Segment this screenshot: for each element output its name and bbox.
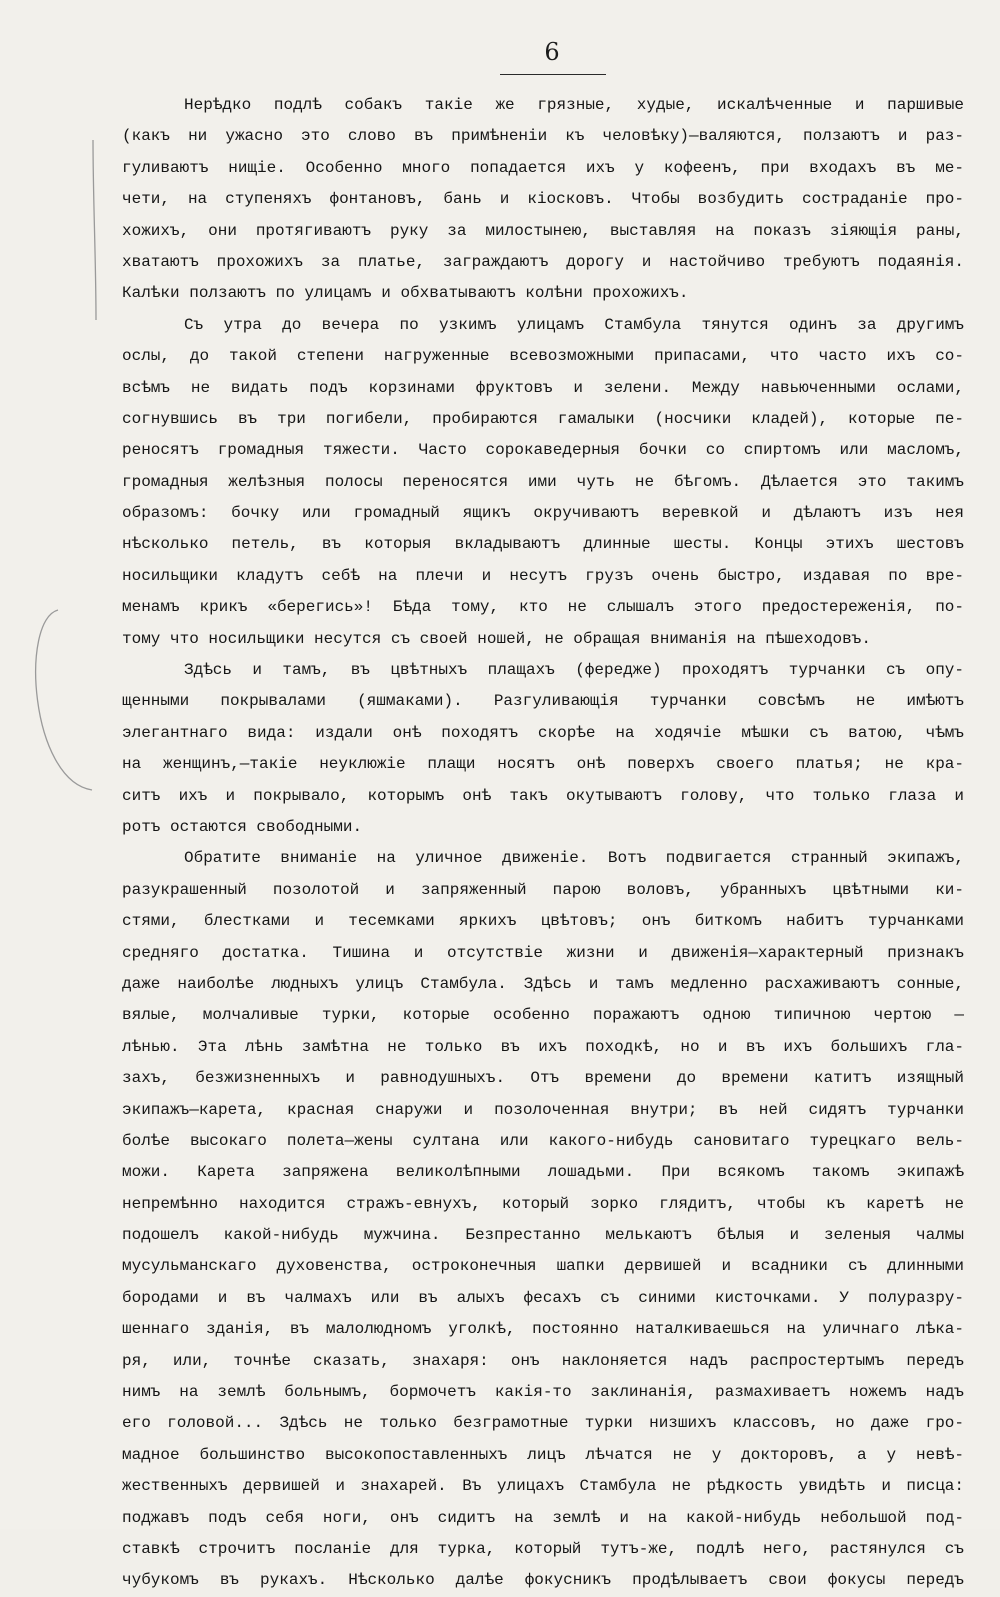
text-line: на женщинъ,—такіе неуклюжіе плащи носятъ онѣ поверхъ своего платья; не кра- xyxy=(122,755,964,774)
text-line: Нерѣдко подлѣ собакъ такіе же грязные, худые, искалѣченные и паршивые xyxy=(184,96,964,114)
text-line: ослы, до такой степени нагруженные всевозможными припасами, что часто ихъ со- xyxy=(122,347,964,366)
text-line: мадное большинство высокопоставленныхъ лицъ лѣчатся не у докторовъ, а у невѣ- xyxy=(122,1445,964,1464)
text-line: поджавъ подъ себя ноги, онъ сидитъ на землѣ и на какой-нибудь небольшой под- xyxy=(122,1508,964,1527)
text-line: лѣнью. Эта лѣнь замѣтна не только въ ихъ походкѣ, но и въ ихъ большихъ гла- xyxy=(122,1037,964,1056)
text-line: даже наиболѣе людныхъ улицъ Стамбула. Здѣсь и тамъ медленно расхаживаютъ сонные, xyxy=(122,974,964,993)
text-line: образомъ: бочку или громадный ящикъ окручиваютъ веревкой и дѣлаютъ изъ нея xyxy=(122,504,964,523)
text-line: экипажъ—карета, красная снаружи и позолоченная внутри; въ ней сидятъ турчанки xyxy=(122,1100,964,1119)
text-line: гуливаютъ нищіе. Особенно много попадается ихъ у кофеенъ, при входахъ въ ме- xyxy=(122,158,964,177)
text-line: непремѣнно находится стражъ-евнухъ, который зорко глядитъ, чтобы къ каретѣ не xyxy=(122,1194,964,1213)
text-line: всѣмъ не видать подъ корзинами фруктовъ и зелени. Между навьюченными ослами, xyxy=(122,378,964,397)
text-line: его головой... Здѣсь не только безграмотные турки низшихъ классовъ, но даже гро- xyxy=(122,1414,964,1433)
text-line: захъ, безжизненныхъ и равнодушныхъ. Отъ времени до времени катитъ изящный xyxy=(122,1069,964,1088)
text-line: нимъ на землѣ больнымъ, бормочетъ какія-то заклинанія, размахиваетъ ножемъ надъ xyxy=(122,1383,964,1402)
text-line: Съ утра до вечера по узкимъ улицамъ Стамбула тянутся одинъ за другимъ xyxy=(184,315,964,334)
text-line: реносятъ громадныя тяжести. Часто сорокаведерныя бочки со спиртомъ или масломъ, xyxy=(122,441,964,460)
text-line: можи. Карета запряжена великолѣпными лошадьми. При всякомъ такомъ экипажѣ xyxy=(122,1163,964,1182)
text-line: хватаютъ прохожихъ за платье, заграждаютъ дорогу и настойчиво требуютъ подаянія. xyxy=(122,252,964,271)
text-line: бородами и въ чалмахъ или въ алыхъ фесахъ съ синими кисточками. У полуразру- xyxy=(122,1288,964,1307)
text-line: ситъ ихъ и покрывало, которымъ онѣ такъ окутываютъ голову, что только глаза и xyxy=(122,786,964,805)
text-line: Калѣки ползаютъ по улицамъ и обхватываютъ колѣни прохожихъ. xyxy=(122,284,689,303)
text-line: шеннаго зданія, въ малолюдномъ уголкѣ, постоянно наталкиваешься на уличнаго лѣка- xyxy=(122,1320,964,1339)
header-rule xyxy=(500,74,606,75)
page-number: 6 xyxy=(544,38,560,66)
body-text xyxy=(122,90,964,1597)
text-line: носильщики кладутъ себѣ на плечи и несутъ грузъ очень быстро, издавая по вре- xyxy=(122,566,964,585)
text-line: чети, на ступеняхъ фонтановъ, бань и кіосковъ. Чтобы возбудить состраданіе про- xyxy=(122,190,964,209)
text-line: согнувшись въ три погибели, пробираются гамалыки (носчики кладей), которые пе- xyxy=(122,409,964,428)
text-line: стями, блестками и тесемками яркихъ цвѣтовъ; онъ биткомъ набитъ турчанками xyxy=(122,912,964,931)
text-line: жественныхъ дервишей и знахарей. Въ улицахъ Стамбула не рѣдкость увидѣть и писца: xyxy=(122,1477,964,1496)
text-line: Здѣсь и тамъ, въ цвѣтныхъ плащахъ (фередже) проходятъ турчанки съ опу- xyxy=(184,661,964,680)
margin-pencil-mark xyxy=(0,140,120,840)
text-line: (какъ ни ужасно это слово въ примѣненіи къ человѣку)—валяются, ползаютъ и раз- xyxy=(122,127,964,146)
text-line: менамъ крикъ «берегись»! Бѣда тому, кто не слышалъ этого предостереженія, по- xyxy=(122,598,964,617)
text-line: болѣе высокаго полета—жены султана или какого-нибудь сановитаго турецкаго вель- xyxy=(122,1131,964,1150)
text-line: подошелъ какой-нибудь мужчина. Безпрестанно мелькаютъ бѣлыя и зеленыя чалмы xyxy=(122,1226,964,1245)
text-line: Обратите вниманіе на уличное движеніе. Вотъ подвигается странный экипажъ, xyxy=(184,849,964,868)
text-line: ставкѣ строчитъ посланіе для турка, который тутъ-же, подлѣ него, растянулся съ xyxy=(122,1539,964,1558)
text-line: вялые, молчаливые турки, которые особенно поражаютъ одною типичною чертою — xyxy=(122,1006,964,1025)
text-line: элегантнаго вида: издали онѣ походятъ скорѣе на ходячіе мѣшки съ ватою, чѣмъ xyxy=(122,723,964,742)
text-line: тому что носильщики несутся съ своей ношей, не обращая вниманія на пѣшеходовъ. xyxy=(122,629,871,648)
text-line: хожихъ, они протягиваютъ руку за милостынею, выставляя на показъ зіяющія раны, xyxy=(122,221,964,240)
text-line: чубукомъ въ рукахъ. Нѣсколько далѣе фокусникъ продѣлываетъ свои фокусы передъ xyxy=(122,1571,964,1590)
text-line: щенными покрывалами (яшмаками). Разгуливающія турчанки совсѣмъ не имѣютъ xyxy=(122,692,964,711)
text-line: мусульманскаго духовенства, остроконечныя шапки дервишей и всадники съ длинными xyxy=(122,1257,964,1276)
text-line: разукрашенный позолотой и запряженный парою воловъ, убранныхъ цвѣтными ки- xyxy=(122,880,964,899)
text-line: ря, или, точнѣе сказать, знахаря: онъ наклоняется надъ распростертымъ передъ xyxy=(122,1351,964,1370)
text-line: нѣсколько петель, въ которыя вкладываютъ длинные шесты. Концы этихъ шестовъ xyxy=(122,535,964,554)
text-line: громадныя желѣзныя полосы переносятся ими чуть не бѣгомъ. Дѣлается это такимъ xyxy=(122,472,964,491)
text-line: средняго достатка. Тишина и отсутствіе жизни и движенія—характерный признакъ xyxy=(122,943,964,962)
text-line: ротъ остаются свободными. xyxy=(122,817,363,836)
